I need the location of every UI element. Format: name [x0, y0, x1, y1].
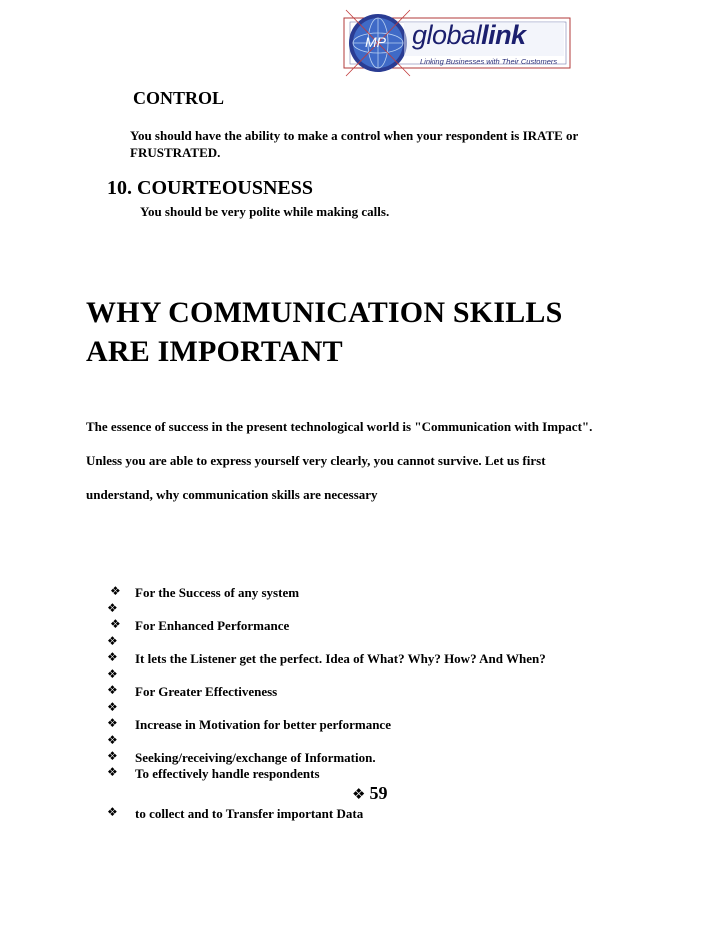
diamond-bullet-icon: ❖	[107, 667, 118, 681]
courteousness-text: You should be very polite while making calls.	[140, 204, 390, 219]
bullet-text: Seeking/receiving/exchange of Information.	[135, 750, 376, 765]
diamond-bullet-icon: ❖	[107, 601, 118, 615]
diamond-bullet-icon: ❖	[352, 785, 366, 803]
diamond-bullet-icon: ❖	[107, 634, 118, 648]
diamond-bullet-icon: ❖	[107, 700, 118, 714]
page-number	[352, 783, 387, 804]
diamond-bullet-icon: ❖	[107, 683, 118, 697]
diamond-bullet-icon: ❖	[110, 584, 121, 598]
diamond-bullet-icon: ❖	[107, 749, 118, 763]
paragraph-line2: Unless you are able to express yourself very clearly, you cannot survive. Let us first	[86, 453, 546, 468]
diamond-bullet-icon: ❖	[107, 716, 118, 730]
diamond-bullet-icon: ❖	[107, 765, 118, 779]
control-text-line1: You should have the ability to make a control when your respondent is IRATE or	[130, 128, 579, 143]
section-title-line2: ARE IMPORTANT	[86, 335, 343, 368]
diamond-bullet-icon: ❖	[107, 733, 118, 747]
courteousness-heading: 10. COURTEOUSNESS	[107, 177, 314, 199]
bullet-text: Increase in Motivation for better performance	[135, 717, 391, 732]
control-text-line2: FRUSTRATED.	[130, 145, 221, 160]
diamond-bullet-icon: ❖	[107, 805, 118, 819]
section-title-line1: WHY COMMUNICATION SKILLS	[86, 296, 563, 329]
bullet-text: For the Success of any system	[135, 585, 300, 600]
diamond-bullet-icon: ❖	[110, 617, 121, 631]
logo-brand-part1: global	[412, 20, 482, 50]
page-number-value: 59	[369, 783, 388, 803]
last-bullet-text: to collect and to Transfer important Data	[135, 806, 364, 821]
control-heading: CONTROL	[133, 88, 225, 108]
paragraph-line3: understand, why communication skills are necessary	[86, 487, 378, 502]
bullet-text: To effectively handle respondents	[135, 766, 320, 781]
logo-tagline: Linking Businesses with Their Customers	[420, 57, 558, 66]
bullet-text: It lets the Listener get the perfect. Idea of What? Why? How? And When?	[135, 651, 546, 666]
bullet-text: For Greater Effectiveness	[135, 684, 278, 699]
paragraph-line1: The essence of success in the present technological world is "Communication with Impact".	[86, 419, 593, 434]
logo-badge: MP	[365, 34, 386, 50]
bullet-text: For Enhanced Performance	[135, 618, 290, 633]
diamond-bullet-icon: ❖	[107, 650, 118, 664]
logo-brand-part2: link	[481, 20, 526, 50]
